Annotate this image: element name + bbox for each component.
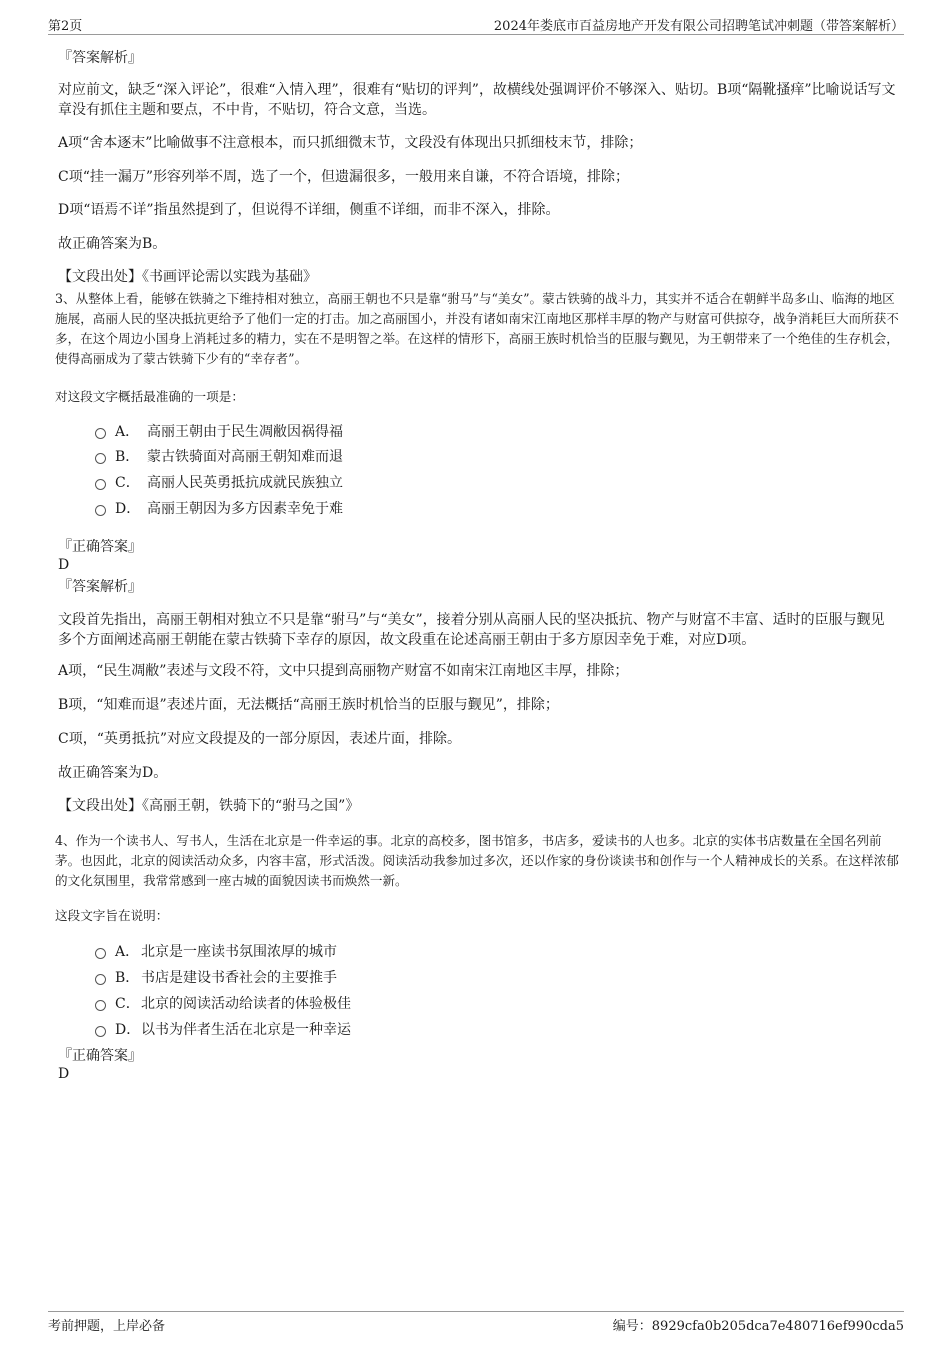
option-letter: B． xyxy=(115,970,140,986)
correct-answer-label: 『正确答案』 xyxy=(58,1048,142,1064)
option-letter: A． xyxy=(115,944,140,960)
question-3-prompt: 对这段文字概括最准确的一项是： xyxy=(55,389,244,404)
question-3-option-a[interactable] xyxy=(95,421,343,441)
analysis-paragraph: 对应前文，缺乏“深入评论”，很难“入情入理”，很难有“贴切的评判”，故横线处强调评价不够深入、贴切。B项“隔靴搔痒”比喻说话写文章没有抓住主题和要点，不中肯，不贴切，符合文意，当选。 xyxy=(58,82,896,118)
option-text: 以书为伴者生活在北京是一种幸运 xyxy=(141,1022,351,1038)
option-letter: D． xyxy=(115,1022,141,1038)
question-3-option-b[interactable] xyxy=(95,446,343,466)
question-4-option-a[interactable] xyxy=(95,941,337,961)
radio-button-icon[interactable] xyxy=(95,453,106,464)
document-code: 编号：8929cfa0b205dca7e480716ef990cda5 xyxy=(612,1319,904,1334)
question-3-text: 3、从整体上看，能够在铁骑之下维持相对独立，高丽王朝也不只是靠“驸马”与“美女”。蒙古铁骑的战斗力，其实并不适合在朝鲜半岛多山、临海的地区施展，高丽人民的坚决抵抗更给予了他们一定的打击。加之高丽国小，并没有诸如南宋江南地区那样丰厚的物产与财富可供掠夺，战争消耗巨大而所获不多，在这个周边小国身上消耗过多的精力，实在不是明智之举。在这样的情形下，高丽王族时机恰当的臣服与觐见，为王朝带来了一个绝佳的生存机会，使得高丽成为了蒙古铁骑下少有的“幸存者”。 xyxy=(55,291,899,366)
option-text: 北京是一座读书氛围浓厚的城市 xyxy=(141,944,337,960)
question-4-text: 4、作为一个读书人、写书人，生活在北京是一件幸运的事。北京的高校多，图书馆多，书店多，爱读书的人也多。北京的实体书店数量在全国名列前茅。也因此，北京的阅读活动众多，内容丰富，形式活泼。阅读活动我参加过多次，还以作家的身份谈读书和创作与一个人精神成长的关系。在这样浓郁的文化氛围里，我常常感到一座古城的面貌因读书而焕然一新。 xyxy=(55,833,899,888)
radio-button-icon[interactable] xyxy=(95,505,106,516)
source-citation: 【文段出处】《书画评论需以实践为基础》 xyxy=(58,269,317,285)
option-letter: B． xyxy=(115,449,140,465)
option-letter: D． xyxy=(115,501,141,517)
document-title: 2024年娄底市百益房地产开发有限公司招聘笔试冲刺题（带答案解析） xyxy=(493,19,904,34)
option-text: 北京的阅读活动给读者的体验极佳 xyxy=(141,996,351,1012)
option-text: 书店是建设书香社会的主要推手 xyxy=(141,970,337,986)
analysis-conclusion: 故正确答案为D。 xyxy=(58,765,168,781)
analysis-paragraph: D项“语焉不详”指虽然提到了，但说得不详细，侧重不详细，而非不深入，排除。 xyxy=(58,202,560,218)
page-number: 第2页 xyxy=(48,19,83,34)
option-text: 高丽王朝因为多方因素幸免于难 xyxy=(147,501,343,517)
analysis-paragraph: 文段首先指出，高丽王朝相对独立不只是靠“驸马”与“美女”，接着分别从高丽人民的坚决抵抗、物产与财富不丰富、适时的臣服与觐见多个方面阐述高丽王朝能在蒙古铁骑下幸存的原因，故文段重在论述高丽王朝由于多方原因幸免于难，对应D项。 xyxy=(58,612,885,648)
radio-button-icon[interactable] xyxy=(95,948,106,959)
footer-note: 考前押题，上岸必备 xyxy=(48,1319,166,1334)
analysis-paragraph: A项“舍本逐末”比喻做事不注意根本，而只抓细微末节，文段没有体现出只抓细枝末节，排除； xyxy=(58,135,643,151)
radio-button-icon[interactable] xyxy=(95,479,106,490)
option-letter: C． xyxy=(115,475,140,491)
analysis-paragraph: C项“挂一漏万”形容列举不周，选了一个，但遗漏很多，一般用来自谦，不符合语境，排除； xyxy=(58,169,630,185)
radio-button-icon[interactable] xyxy=(95,428,106,439)
option-letter: A． xyxy=(115,424,140,440)
correct-answer-label: 『正确答案』 xyxy=(58,539,142,555)
radio-button-icon[interactable] xyxy=(95,1026,106,1037)
page-footer xyxy=(48,1311,904,1334)
page-header xyxy=(48,14,904,35)
analysis-label: 『答案解析』 xyxy=(58,579,142,595)
source-citation: 【文段出处】《高丽王朝，铁骑下的“驸马之国”》 xyxy=(58,798,360,814)
question-4-option-c[interactable] xyxy=(95,993,351,1013)
question-4-option-b[interactable] xyxy=(95,967,337,987)
correct-answer: D xyxy=(58,557,70,573)
option-text: 高丽人民英勇抵抗成就民族独立 xyxy=(147,475,343,491)
analysis-label: 『答案解析』 xyxy=(58,50,142,66)
question-4-prompt: 这段文字旨在说明： xyxy=(55,908,169,923)
option-text: 蒙古铁骑面对高丽王朝知难而退 xyxy=(147,449,343,465)
analysis-paragraph: A项，“民生凋敝”表述与文段不符，文中只提到高丽物产财富不如南宋江南地区丰厚，排除； xyxy=(58,663,629,679)
analysis-paragraph: C项，“英勇抵抗”对应文段提及的一部分原因，表述片面，排除。 xyxy=(58,731,462,747)
question-3-option-c[interactable] xyxy=(95,472,343,492)
correct-answer: D xyxy=(58,1066,70,1082)
radio-button-icon[interactable] xyxy=(95,1000,106,1011)
analysis-paragraph: B项，“知难而退”表述片面，无法概括“高丽王族时机恰当的臣服与觐见”，排除； xyxy=(58,697,559,713)
analysis-conclusion: 故正确答案为B。 xyxy=(58,236,167,252)
option-text: 高丽王朝由于民生凋敝因祸得福 xyxy=(147,424,343,440)
question-4-option-d[interactable] xyxy=(95,1019,351,1039)
radio-button-icon[interactable] xyxy=(95,974,106,985)
question-3-option-d[interactable] xyxy=(95,498,343,518)
option-letter: C． xyxy=(115,996,140,1012)
